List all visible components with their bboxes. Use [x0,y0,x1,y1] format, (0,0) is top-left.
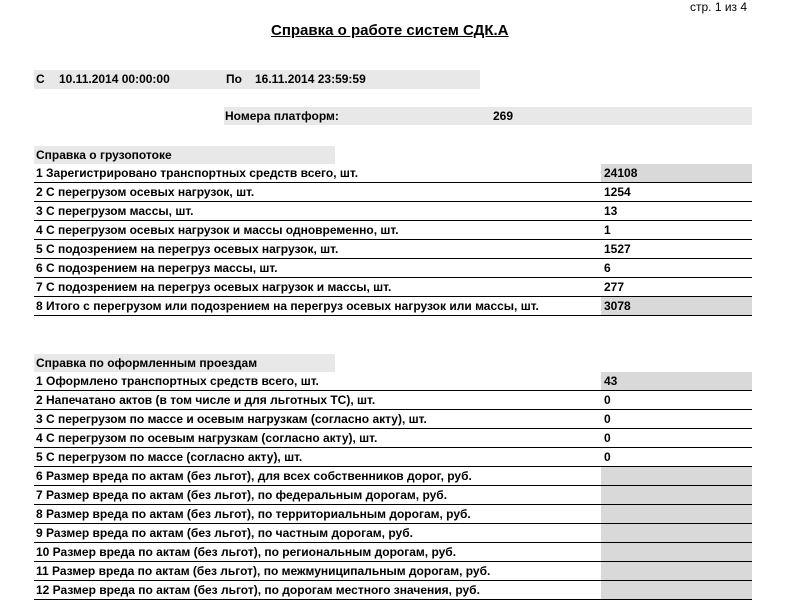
report-title: Справка о работе систем СДК.А [271,22,509,39]
row-value: 1254 [604,185,631,199]
report-period [34,70,480,89]
row-value [601,562,752,580]
row-label: 9 Размер вреда по актам (без льгот), по частным дорогам, руб. [36,526,413,540]
period-from-value: 10.11.2014 00:00:00 [59,72,170,86]
row-label: 4 С перегрузом по осевым нагрузкам (согласно акту), шт. [36,431,378,445]
row-label: 6 С подозрением на перегруз массы, шт. [36,261,278,275]
table-row [34,164,752,183]
platforms-label: Номера платформ: [225,109,339,123]
table-row [34,183,752,202]
row-label: 8 Итого с перегрузом или подозрением на перегруз осевых нагрузок или массы, шт. [36,299,539,313]
period-to-label: По [226,72,242,86]
row-value: 3078 [601,297,752,315]
table-row [34,372,752,391]
table-row [34,259,752,278]
row-label: 11 Размер вреда по актам (без льгот), по межмуниципальным дорогам, руб. [36,564,491,578]
row-label: 3 С перегрузом массы, шт. [36,204,194,218]
row-value: 0 [604,431,611,445]
table-row [34,562,752,581]
row-label: 10 Размер вреда по актам (без льгот), по региональным дорогам, руб. [36,545,457,559]
row-value: 277 [604,280,625,294]
row-value [601,543,752,561]
table-row [34,429,752,448]
row-value: 24108 [601,164,752,182]
passes-section-title: Справка по оформленным проездам [36,356,258,370]
row-label: 7 Размер вреда по актам (без льгот), по федеральным дорогам, руб. [36,488,448,502]
period-to-value: 16.11.2014 23:59:59 [255,72,366,86]
row-value [601,505,752,523]
row-label: 5 С перегрузом по массе (согласно акту), шт. [36,450,303,464]
table-row [34,297,752,316]
passes-section-header [34,354,335,372]
row-label: 1 Зарегистрировано транспортных средств всего, шт. [36,166,359,180]
table-row [34,448,752,467]
row-value [601,524,752,542]
table-row [34,486,752,505]
row-label: 4 С перегрузом осевых нагрузок и массы одновременно, шт. [36,223,399,237]
row-label: 8 Размер вреда по актам (без льгот), по территориальным дорогам, руб. [36,507,471,521]
traffic-section-title: Справка о грузопотоке [36,148,172,162]
period-from-label: С [36,72,45,86]
row-label: 2 Напечатано актов (в том числе и для льготных ТС), шт. [36,393,376,407]
row-value: 0 [604,393,611,407]
row-value: 1 [604,223,611,237]
row-value [601,581,752,599]
table-row [34,410,752,429]
row-label: 5 С подозрением на перегруз осевых нагрузок, шт. [36,242,339,256]
row-value [601,486,752,504]
table-row [34,221,752,240]
row-value: 13 [604,204,618,218]
row-label: 2 С перегрузом осевых нагрузок, шт. [36,185,255,199]
row-label: 6 Размер вреда по актам (без льгот), для всех собственников дорог, руб. [36,469,472,483]
table-row [34,505,752,524]
table-row [34,391,752,410]
row-label: 7 С подозрением на перегруз осевых нагрузок и массы, шт. [36,280,392,294]
row-label: 12 Размер вреда по актам (без льгот), по дорогам местного значения, руб. [36,583,480,597]
row-value [601,467,752,485]
table-row [34,581,752,600]
row-value: 43 [601,372,752,390]
table-row [34,278,752,297]
row-label: 1 Оформлено транспортных средств всего, шт. [36,374,319,388]
row-value: 1527 [604,242,631,256]
table-row [34,467,752,486]
row-value: 0 [604,412,611,426]
table-row [34,524,752,543]
table-row [34,202,752,221]
table-row [34,543,752,562]
table-row [34,240,752,259]
row-value: 0 [604,450,611,464]
platforms-line [224,107,752,125]
traffic-section-header [34,146,335,164]
row-label: 3 С перегрузом по массе и осевым нагрузкам (согласно акту), шт. [36,412,427,426]
page-number: стр. 1 из 4 [690,0,748,14]
row-value: 6 [604,261,611,275]
platforms-value: 269 [493,109,514,123]
